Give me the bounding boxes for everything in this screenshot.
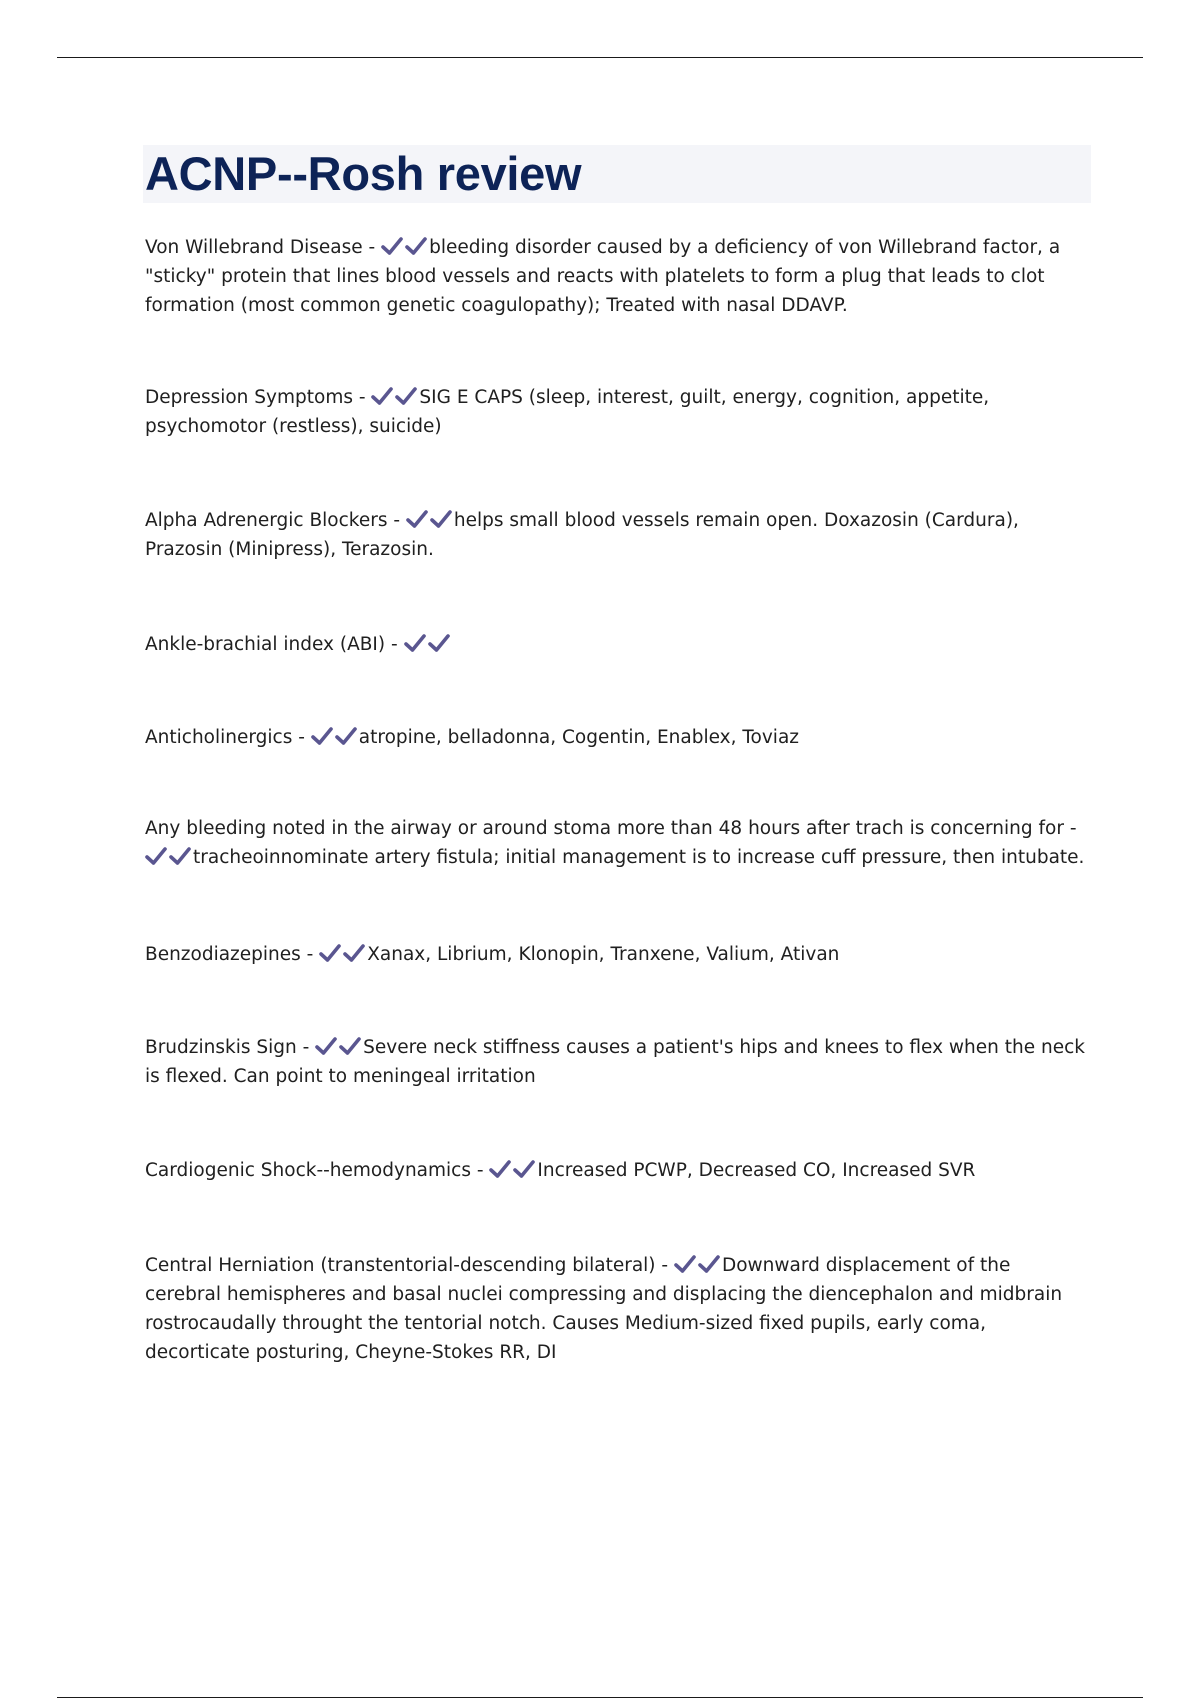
flashcard — [145, 1251, 1085, 1367]
flashcard-definition: Increased PCWP, Decreased CO, Increased SVR — [537, 1160, 976, 1181]
check-icon — [698, 1254, 720, 1274]
flashcard — [145, 506, 1085, 564]
check-icon — [489, 1159, 511, 1179]
flashcard-term: Alpha Adrenergic Blockers - — [145, 510, 406, 531]
check-icon — [404, 633, 426, 653]
check-icon — [169, 846, 191, 866]
flashcard-term: Depression Symptoms - — [145, 387, 372, 408]
flashcard-definition: SIG E CAPS (sleep, interest, guilt, energy, cognition, appetite, psychomotor (restless), suicide) — [145, 387, 990, 437]
check-icon — [145, 846, 167, 866]
flashcard-definition: bleeding disorder caused by a deficiency of von Willebrand factor, a "sticky" protein that lines blood vessels and reacts with platelets to form a plug that leads to clot formation (most common genetic coagulopathy); Treated with nasal DDAVP. — [145, 237, 1061, 316]
flashcard — [145, 383, 1085, 441]
check-icon — [430, 509, 452, 529]
flashcard-term: Von Willebrand Disease - — [145, 237, 382, 258]
flashcard — [145, 1156, 1085, 1185]
check-icon — [319, 943, 341, 963]
check-icon — [513, 1159, 535, 1179]
check-icon — [381, 236, 403, 256]
flashcard — [145, 814, 1085, 872]
flashcard-term: Ankle-brachial index (ABI) - — [145, 634, 404, 655]
check-icon — [674, 1254, 696, 1274]
bottom-rule — [57, 1697, 1143, 1698]
flashcard-term: Cardiogenic Shock--hemodynamics - — [145, 1160, 490, 1181]
check-icon — [371, 386, 393, 406]
flashcard-term: Central Herniation (transtentorial-descending bilateral) - — [145, 1255, 674, 1276]
flashcard-definition: tracheoinnominate artery fistula; initial management is to increase cuff pressure, then intubate. — [193, 847, 1085, 868]
check-icon — [339, 1036, 361, 1056]
document-title: ACNP--Rosh review — [145, 147, 582, 200]
flashcard-definition: atropine, belladonna, Cogentin, Enablex, Toviaz — [358, 727, 799, 748]
flashcard-definition: Downward displacement of the cerebral hemispheres and basal nuclei compressing and displacing the diencephalon and midbrain rostrocaudally throught the tentorial notch. Causes Medium-sized fixed pupils, early coma, decorticate posturing, Cheyne-Stokes RR, DI — [145, 1255, 1063, 1363]
flashcard — [145, 940, 1085, 969]
flashcard-definition: Severe neck stiffness causes a patient's hips and knees to flex when the neck is flexed. Can point to meningeal irritation — [145, 1037, 1086, 1087]
top-rule — [57, 57, 1143, 58]
flashcard — [145, 723, 1085, 752]
flashcard — [145, 630, 1085, 659]
check-icon — [428, 633, 450, 653]
flashcard-term: Benzodiazepines - — [145, 944, 320, 965]
check-icon — [405, 236, 427, 256]
flashcard — [145, 233, 1085, 320]
check-icon — [343, 943, 365, 963]
flashcard-term: Anticholinergics - — [145, 727, 311, 748]
check-icon — [311, 726, 333, 746]
check-icon — [406, 509, 428, 529]
flashcard — [145, 1033, 1085, 1091]
check-icon — [315, 1036, 337, 1056]
flashcard-term: Any bleeding noted in the airway or around stoma more than 48 hours after trach is concerning for - — [145, 818, 1083, 839]
flashcard-term: Brudzinskis Sign - — [145, 1037, 316, 1058]
flashcard-definition: Xanax, Librium, Klonopin, Tranxene, Valium, Ativan — [367, 944, 840, 965]
flashcard-definition: helps small blood vessels remain open. Doxazosin (Cardura), Prazosin (Minipress), Terazosin. — [145, 510, 1019, 560]
check-icon — [395, 386, 417, 406]
check-icon — [335, 726, 357, 746]
